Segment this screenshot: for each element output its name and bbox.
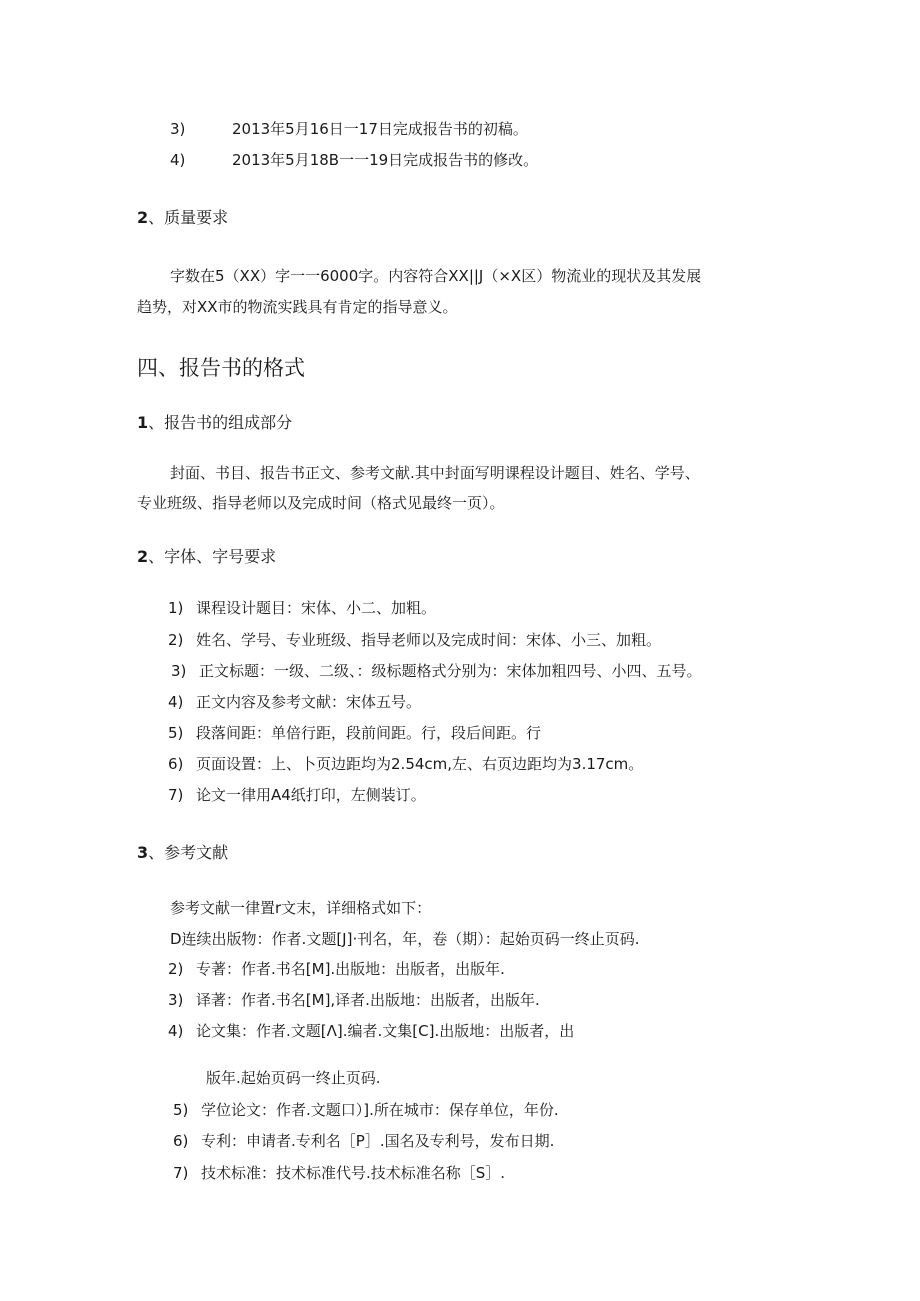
list-item-text: 课程设计题目：宋体、小二、加粗。: [196, 599, 437, 617]
section-heading-references: [137, 842, 228, 864]
list-item-text: 学位论文：作者.文题口）].所在城市：保存单位，年份.: [201, 1101, 559, 1119]
list-item-text: 专利：申请者.专利名［P］.国名及专利号，发布日期.: [201, 1132, 555, 1150]
heading-title: 、报告书的组成部分: [148, 413, 293, 432]
list-number: 7): [168, 786, 184, 804]
list-item-continuation: 版年.起始页码一终止页码.: [206, 1069, 381, 1087]
list-item-text: 2013年5月16日一17日完成报告书的初稿。: [232, 120, 528, 138]
list-item-text: 2013年5月18B一一19日完成报告书的修改。: [232, 151, 539, 169]
list-number: 4): [168, 693, 184, 711]
paragraph-line: 趋势，对XX市的物流实践具有肯定的指导意义。: [137, 298, 458, 316]
list-number: 3): [168, 991, 184, 1009]
list-number: 2): [168, 960, 184, 978]
heading-number: 1: [137, 413, 149, 432]
list-number: 5): [173, 1101, 189, 1119]
heading-number: 2: [137, 208, 149, 227]
section-heading-quality: [137, 207, 228, 229]
list-number: 7): [173, 1164, 189, 1182]
section-heading-components: [137, 412, 292, 434]
list-item-text: 专著：作者.书名[M].出版地：出版者，出版年.: [196, 960, 505, 978]
heading-number: 2: [137, 547, 149, 566]
heading-title: 、参考文献: [148, 843, 229, 862]
list-number: 4): [168, 1022, 184, 1040]
list-item-text: 论文集：作者.文题[Λ].编者.文集[C].出版地：出版者，出: [196, 1022, 575, 1040]
heading-title: 、质量要求: [148, 208, 229, 227]
list-number: 6): [173, 1132, 189, 1150]
list-number: 5): [168, 724, 184, 742]
list-item-text: 论文一律用A4纸打印，左侧装订。: [196, 786, 426, 804]
list-item-text: 正文内容及参考文献：宋体五号。: [196, 693, 422, 711]
paragraph-line: 封面、书目、报告书正文、参考文献.其中封面写明课程设计题目、姓名、学号、: [170, 464, 700, 482]
list-number: 1): [168, 599, 184, 617]
list-number: 6): [168, 755, 184, 773]
chapter-heading: 四、报告书的格式: [137, 356, 305, 380]
list-item-text: 姓名、学号、专业班级、指导老师以及完成时间：宋体、小三、加粗。: [196, 631, 662, 649]
section-heading-fonts: [137, 546, 276, 568]
heading-title: 、字体、字号要求: [148, 547, 277, 566]
paragraph-line: 专业班级、指导老师以及完成时间（格式见最终一页）。: [137, 494, 505, 512]
list-item-text: 译著：作者.书名[M],译者.出版地：出版者，出版年.: [196, 991, 540, 1009]
list-number: 3): [170, 120, 186, 138]
paragraph-line: 参考文献一律置r文末，详细格式如下：: [170, 899, 432, 917]
paragraph-line: 字数在5（XX）字一一6000字。内容符合XX||J（×X区）物流业的现状及其发展: [170, 267, 702, 285]
list-item-text: 技术标准：技术标准代号.技术标准名称［S］.: [201, 1164, 506, 1182]
list-item-text: 正文标题：一级、二级、：级标题格式分别为：宋体加粗四号、小四、五号。: [199, 662, 702, 680]
list-number: 2): [168, 631, 184, 649]
list-item-text: D连续出版物：作者.文题[J]·刊名，年，卷（期）：起始页码一终止页码.: [170, 930, 640, 948]
list-number: 4): [170, 151, 186, 169]
list-number: 3): [171, 662, 187, 680]
list-item-text: 页面设置：上、卜页边距均为2.54cm,左、右页边距均为3.17cm。: [196, 755, 644, 773]
heading-number: 3: [137, 843, 149, 862]
list-item-text: 段落间距：单倍行距，段前间距。行，段后间距。行: [196, 724, 542, 742]
